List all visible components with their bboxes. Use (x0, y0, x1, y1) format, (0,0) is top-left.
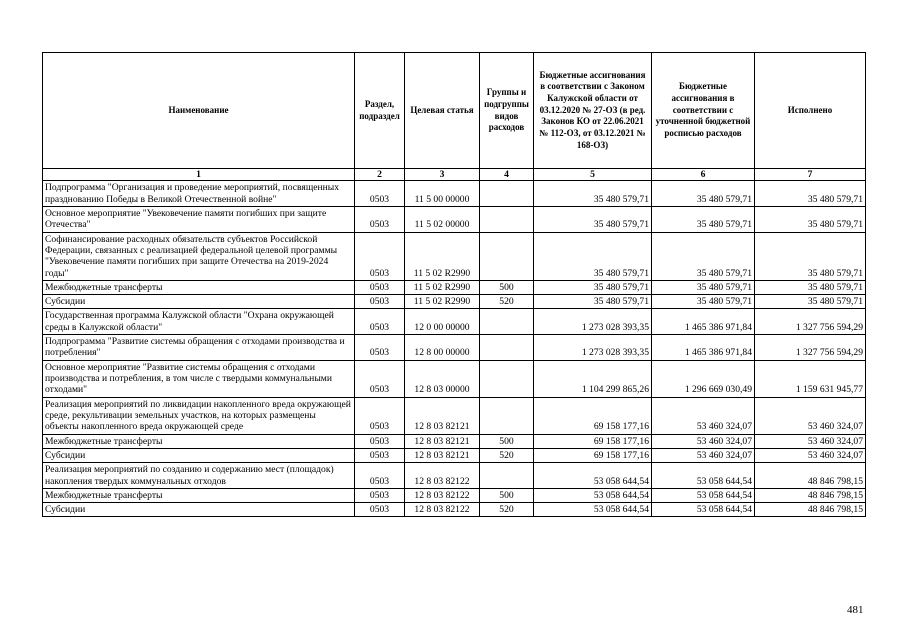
row-article: 11 5 02 00000 (405, 206, 480, 232)
row-section: 0503 (355, 448, 405, 462)
row-executed: 35 480 579,71 (755, 181, 866, 207)
row-refined-allocation: 53 058 644,54 (652, 463, 755, 489)
column-number: 2 (355, 169, 405, 181)
row-section: 0503 (355, 503, 405, 517)
row-group (480, 463, 534, 489)
row-article: 12 8 03 82121 (405, 448, 480, 462)
row-executed: 53 460 324,07 (755, 397, 866, 434)
row-group: 500 (480, 434, 534, 448)
row-executed: 48 846 798,15 (755, 463, 866, 489)
row-article: 11 5 02 R2990 (405, 232, 480, 280)
row-executed: 1 159 631 945,77 (755, 360, 866, 397)
row-section: 0503 (355, 181, 405, 207)
table-row (43, 280, 866, 294)
header-refined-allocation: Бюджетные ассигнования в соответствии с уточненной бюджетной росписью расходов (652, 53, 755, 169)
row-refined-allocation: 35 480 579,71 (652, 280, 755, 294)
row-name: Субсидии (43, 448, 355, 462)
row-group: 520 (480, 295, 534, 309)
row-executed: 48 846 798,15 (755, 488, 866, 502)
table-row (43, 335, 866, 361)
row-refined-allocation: 53 058 644,54 (652, 488, 755, 502)
column-number: 4 (480, 169, 534, 181)
row-group (480, 206, 534, 232)
table-row (43, 503, 866, 517)
row-section: 0503 (355, 206, 405, 232)
row-group (480, 360, 534, 397)
row-article: 12 8 03 82122 (405, 463, 480, 489)
table-row (43, 488, 866, 502)
row-executed: 53 460 324,07 (755, 434, 866, 448)
row-name: Межбюджетные трансферты (43, 488, 355, 502)
row-executed: 1 327 756 594,29 (755, 309, 866, 335)
row-executed: 53 460 324,07 (755, 448, 866, 462)
row-section: 0503 (355, 360, 405, 397)
row-refined-allocation: 53 460 324,07 (652, 434, 755, 448)
row-name: Межбюджетные трансферты (43, 280, 355, 294)
row-group (480, 335, 534, 361)
row-section: 0503 (355, 434, 405, 448)
row-name: Реализация мероприятий по ликвидации накопленного вреда окружающей среде, рекультивации земельных участков, на которых размещены объекты накопленного вреда окружающей среде (43, 397, 355, 434)
row-article: 12 8 03 82122 (405, 488, 480, 502)
row-name: Реализация мероприятий по созданию и содержанию мест (площадок) накопления твердых коммунальных отходов (43, 463, 355, 489)
row-group: 500 (480, 280, 534, 294)
row-executed: 1 327 756 594,29 (755, 335, 866, 361)
table-row (43, 295, 866, 309)
row-law-allocation: 35 480 579,71 (534, 295, 652, 309)
row-name: Основное мероприятие "Развитие системы обращения с отходами производства и потребления, в том числе с твердыми коммунальными отходами" (43, 360, 355, 397)
row-law-allocation: 1 273 028 393,35 (534, 309, 652, 335)
row-refined-allocation: 35 480 579,71 (652, 181, 755, 207)
row-section: 0503 (355, 335, 405, 361)
row-article: 11 5 02 R2990 (405, 280, 480, 294)
row-name: Подпрограмма "Организация и проведение мероприятий, посвященных празднованию Победы в Великой Отечественной войне" (43, 181, 355, 207)
column-number: 1 (43, 169, 355, 181)
header-executed: Исполнено (755, 53, 866, 169)
row-law-allocation: 53 058 644,54 (534, 488, 652, 502)
header-row (43, 53, 866, 169)
row-law-allocation: 53 058 644,54 (534, 503, 652, 517)
row-law-allocation: 1 273 028 393,35 (534, 335, 652, 361)
row-executed: 35 480 579,71 (755, 232, 866, 280)
row-name: Субсидии (43, 503, 355, 517)
table-row (43, 206, 866, 232)
row-article: 12 0 00 00000 (405, 309, 480, 335)
header-name: Наименование (43, 53, 355, 169)
budget-table (42, 52, 866, 517)
column-number-row (43, 169, 866, 181)
row-law-allocation: 35 480 579,71 (534, 206, 652, 232)
row-refined-allocation: 53 058 644,54 (652, 503, 755, 517)
row-section: 0503 (355, 232, 405, 280)
row-law-allocation: 35 480 579,71 (534, 280, 652, 294)
row-law-allocation: 1 104 299 865,26 (534, 360, 652, 397)
row-group: 520 (480, 448, 534, 462)
row-section: 0503 (355, 295, 405, 309)
row-section: 0503 (355, 309, 405, 335)
row-law-allocation: 53 058 644,54 (534, 463, 652, 489)
page-number: 481 (847, 604, 864, 616)
row-name: Подпрограмма "Развитие системы обращения с отходами производства и потребления" (43, 335, 355, 361)
row-article: 12 8 03 82121 (405, 434, 480, 448)
row-executed: 35 480 579,71 (755, 295, 866, 309)
row-law-allocation: 35 480 579,71 (534, 181, 652, 207)
row-section: 0503 (355, 488, 405, 502)
row-group (480, 309, 534, 335)
row-name: Межбюджетные трансферты (43, 434, 355, 448)
row-refined-allocation: 1 465 386 971,84 (652, 309, 755, 335)
row-law-allocation: 69 158 177,16 (534, 397, 652, 434)
table-row (43, 463, 866, 489)
header-article: Целевая статья (405, 53, 480, 169)
column-number: 5 (534, 169, 652, 181)
table-row (43, 360, 866, 397)
row-refined-allocation: 53 460 324,07 (652, 448, 755, 462)
column-number: 6 (652, 169, 755, 181)
row-law-allocation: 35 480 579,71 (534, 232, 652, 280)
row-section: 0503 (355, 397, 405, 434)
row-name: Софинансирование расходных обязательств субъектов Российской Федерации, связанных с реализацией федеральной целевой программы "Увековечение памяти погибших при защите Отечества на 2019-2024 годы" (43, 232, 355, 280)
header-section: Раздел, подраздел (355, 53, 405, 169)
row-article: 11 5 02 R2990 (405, 295, 480, 309)
row-name: Государственная программа Калужской области "Охрана окружающей среды в Калужской области" (43, 309, 355, 335)
row-group: 520 (480, 503, 534, 517)
table-row (43, 448, 866, 462)
column-number: 7 (755, 169, 866, 181)
row-article: 12 8 03 82121 (405, 397, 480, 434)
row-article: 12 8 00 00000 (405, 335, 480, 361)
row-section: 0503 (355, 463, 405, 489)
table-row (43, 434, 866, 448)
table-row (43, 232, 866, 280)
row-law-allocation: 69 158 177,16 (534, 434, 652, 448)
row-executed: 48 846 798,15 (755, 503, 866, 517)
row-executed: 35 480 579,71 (755, 206, 866, 232)
row-law-allocation: 69 158 177,16 (534, 448, 652, 462)
header-group: Группы и подгруппы видов расходов (480, 53, 534, 169)
column-number: 3 (405, 169, 480, 181)
table-row (43, 397, 866, 434)
row-name: Субсидии (43, 295, 355, 309)
row-section: 0503 (355, 280, 405, 294)
row-article: 12 8 03 82122 (405, 503, 480, 517)
row-executed: 35 480 579,71 (755, 280, 866, 294)
row-group: 500 (480, 488, 534, 502)
row-refined-allocation: 35 480 579,71 (652, 295, 755, 309)
table-row (43, 181, 866, 207)
row-article: 11 5 00 00000 (405, 181, 480, 207)
table-body (43, 181, 866, 517)
row-refined-allocation: 35 480 579,71 (652, 206, 755, 232)
row-group (480, 232, 534, 280)
row-group (480, 397, 534, 434)
row-group (480, 181, 534, 207)
row-refined-allocation: 35 480 579,71 (652, 232, 755, 280)
row-refined-allocation: 53 460 324,07 (652, 397, 755, 434)
row-refined-allocation: 1 465 386 971,84 (652, 335, 755, 361)
table-row (43, 309, 866, 335)
row-refined-allocation: 1 296 669 030,49 (652, 360, 755, 397)
row-article: 12 8 03 00000 (405, 360, 480, 397)
header-law-allocation: Бюджетные ассигнования в соответствии с Законом Калужской области от 03.12.2020 № 27-ОЗ (в ред. Законов КО от 22.06.2021 № 112-ОЗ, от 03.12.2021 № 168-ОЗ) (534, 53, 652, 169)
row-name: Основное мероприятие "Увековечение памяти погибших при защите Отечества" (43, 206, 355, 232)
